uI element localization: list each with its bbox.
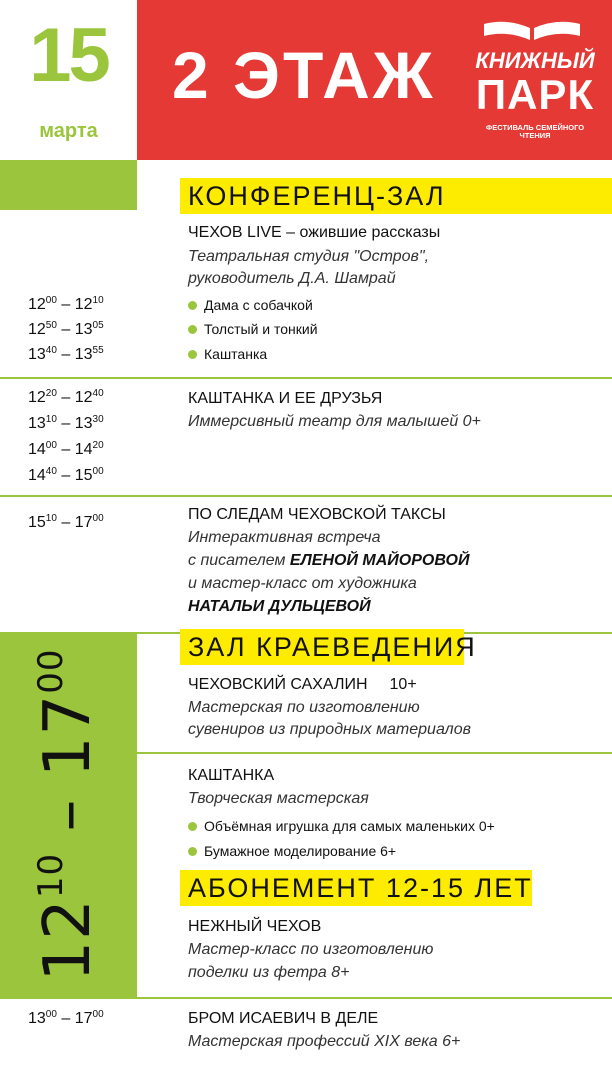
event-title: КАШТАНКА И ЕЕ ДРУЗЬЯ [188, 390, 383, 407]
event-title: КАШТАНКА [188, 767, 275, 784]
time-slot: $14^{00} - 14^{20}$ [28, 440, 104, 458]
section-conference: КОНФЕРЕНЦ-ЗАЛ [180, 178, 612, 214]
logo-tagline: ФЕСТИВАЛЬ СЕМЕЙНОГО ЧТЕНИЯ [485, 123, 585, 140]
date-month: марта [39, 120, 98, 142]
divider [0, 997, 612, 999]
book-icon [482, 20, 582, 40]
bullet-dot [188, 822, 197, 831]
event-desc: сувениров из природных материалов [188, 721, 471, 738]
event-desc: поделки из фетра 8+ [188, 964, 350, 981]
event-desc: Творческая мастерская [188, 790, 369, 807]
time-slot: $12^{00} - 12^{10}$ [28, 295, 104, 313]
time-slot: $12^{50} - 13^{05}$ [28, 320, 104, 338]
divider [0, 377, 612, 379]
time-slot: $12^{20} - 12^{40}$ [28, 388, 104, 406]
list-item: Бумажное моделирование 6+ [188, 843, 396, 859]
event-desc: Мастерская профессий XIX века 6+ [188, 1033, 461, 1050]
list-item: Каштанка [188, 346, 267, 362]
event-desc: Интерактивная встреча [188, 529, 381, 546]
list-item: Толстый и тонкий [188, 321, 318, 337]
event-desc: с писателем ЕЛЕНОЙ МАЙОРОВОЙ [188, 552, 470, 569]
bullet-dot [188, 847, 197, 856]
event-desc: Мастер-класс по изготовлению [188, 941, 434, 958]
logo-line2: ПАРК [475, 71, 595, 118]
event-desc: НАТАЛЬИ ДУЛЬЦЕВОЙ [188, 598, 371, 615]
event-title: ЧЕХОВ LIVE – ожившие рассказы [188, 224, 441, 241]
event-desc: руководитель Д.А. Шамрай [188, 270, 396, 287]
time-slot: $14^{40} - 15^{00}$ [28, 466, 104, 484]
green-bar-top [0, 160, 137, 210]
floor-title: 2 ЭТАЖ [172, 38, 436, 112]
event-desc: Иммерсивный театр для малышей 0+ [188, 413, 481, 430]
event-title: БРОМ ИСАЕВИЧ В ДЕЛЕ [188, 1010, 379, 1027]
list-item: Объёмная игрушка для самых маленьких 0+ [188, 818, 495, 834]
section-subscription: АБОНЕМЕНТ 12-15 ЛЕТ [180, 870, 532, 906]
divider [0, 495, 612, 497]
logo-line1: КНИЖНЫЙ [475, 48, 595, 73]
big-time-range: $12^{10} - 17^{00}$ [31, 648, 105, 982]
event-desc: Театральная студия "Остров", [188, 248, 430, 265]
bullet-dot [188, 325, 197, 334]
list-item: Дама с собачкой [188, 297, 313, 313]
event-title: ЧЕХОВСКИЙ САХАЛИН 10+ [188, 676, 417, 693]
bullet-dot [188, 350, 197, 359]
festival-logo [470, 20, 600, 145]
time-slot: $13^{40} - 13^{55}$ [28, 345, 104, 363]
event-desc: Мастерская по изготовлению [188, 699, 420, 716]
date-day: 15 [29, 13, 108, 98]
section-local-history: ЗАЛ КРАЕВЕДЕНИЯ [180, 629, 464, 665]
time-slot: $15^{10} - 17^{00}$ [28, 513, 104, 531]
time-slot: $13^{10} - 13^{30}$ [28, 414, 104, 432]
event-title: ПО СЛЕДАМ ЧЕХОВСКОЙ ТАКСЫ [188, 506, 446, 523]
event-title: НЕЖНЫЙ ЧЕХОВ [188, 918, 322, 935]
divider [137, 752, 612, 754]
bullet-dot [188, 301, 197, 310]
time-slot: $13^{00} - 17^{00}$ [28, 1009, 104, 1027]
event-desc: и мастер-класс от художника [188, 575, 417, 592]
